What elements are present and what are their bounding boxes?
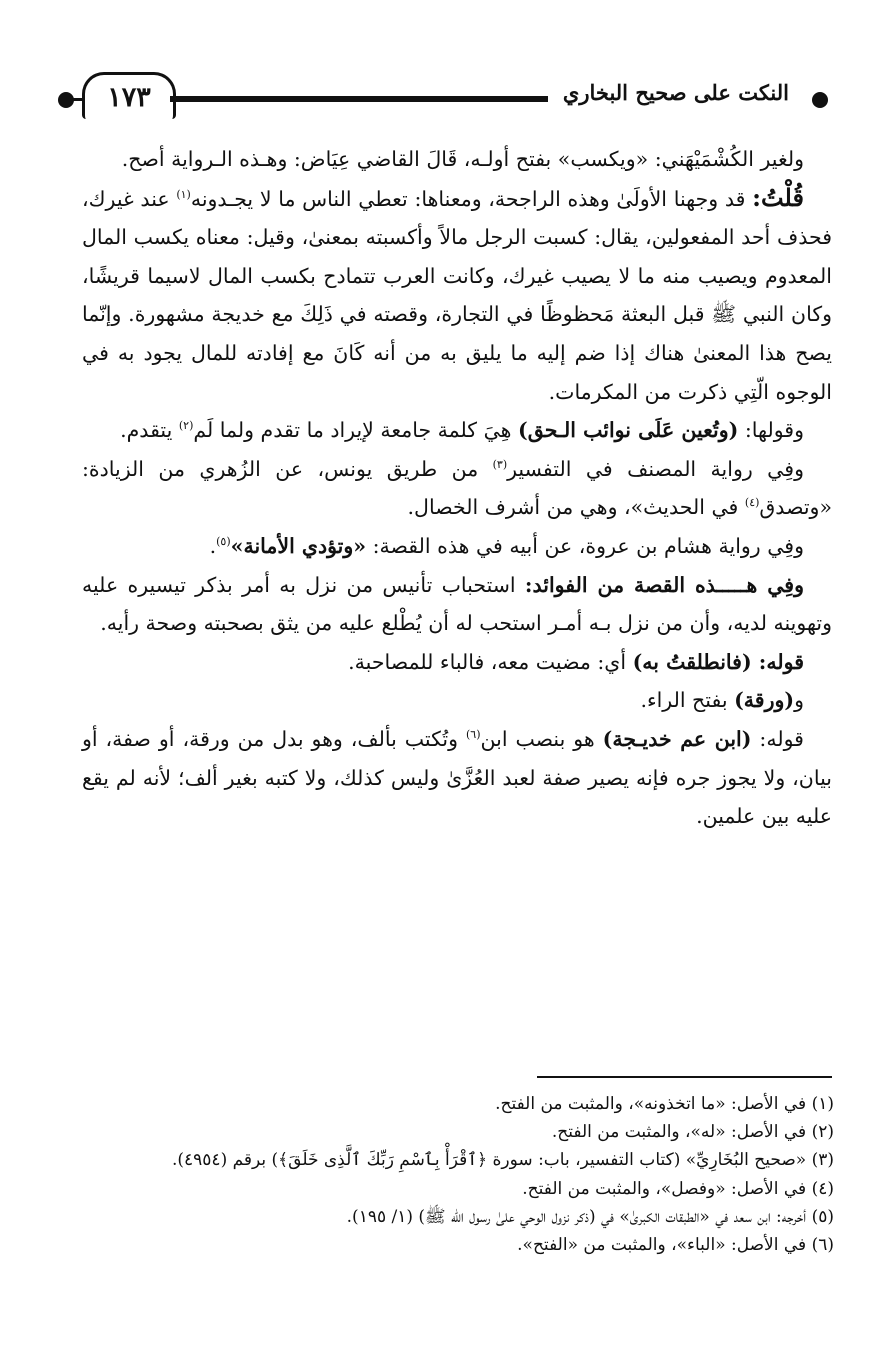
paragraph xyxy=(82,527,832,566)
quoted-phrase: (وتُعين عَلَى نوائب الـحق) xyxy=(518,418,739,443)
header-rule xyxy=(170,96,548,102)
paragraph-text: قوله: xyxy=(759,726,804,751)
footnote: (١) في الأصل: «ما اتخذونه»، والمثبت من الفتح. xyxy=(495,1094,834,1114)
header-ornament-right xyxy=(812,92,828,108)
paragraph-text: هو بنصب ابن xyxy=(480,726,595,751)
paragraph-text: في الحديث»، وهي من أشرف الخصال. xyxy=(407,495,739,520)
footnote-ref: (٦) xyxy=(466,728,481,742)
paragraph-text: من طريق يونس، عن الزُهري من الزيادة: «وتصدق xyxy=(82,456,832,520)
footnote: (٦) في الأصل: «الباء»، والمثبت من «الفتح». xyxy=(517,1235,834,1256)
footnote-ref: (٣) xyxy=(492,457,508,471)
paragraph-text: و xyxy=(794,688,804,713)
paragraph-lead: قُلْتُ: xyxy=(752,182,804,212)
paragraph-text: وقولها: xyxy=(744,418,804,443)
paragraph-lead: قوله: (فانطلقتُ به) xyxy=(632,649,804,674)
paragraph-text: هِيَ كلمة جامعة لإيراد ما تقدم ولما لَم xyxy=(193,418,512,443)
main-text xyxy=(82,140,832,836)
paragraph-text: يتقدم. xyxy=(120,418,173,443)
page-number: ١٧٣ xyxy=(82,72,176,119)
quoted-phrase: «وتؤدي الأمانة» xyxy=(230,533,367,558)
paragraph-text: استحباب تأنيس من نزل به أمر بذكر تيسيره عليه وتهوينه لديه، وأن من نزل بـه أمـر استحب له أن يُطْلع عليه من يثق بصحبته وصحة رأيه. xyxy=(82,572,832,636)
paragraph xyxy=(82,140,832,179)
footnote-ref: (٤) xyxy=(744,496,760,510)
paragraph xyxy=(82,450,832,527)
paragraph-text: وفِي رواية هشام بن عروة، عن أبيه في هذه القصة: xyxy=(372,533,804,558)
paragraph-text: ولغير الكُشْمَيْهَني: «ويكسب» بفتح أولـه، قَالَ القاضي عِيَاض: وهـذه الـرواية أصح. xyxy=(121,147,804,171)
paragraph-text: أي: مضيت معه، فالباء للمصاحبة. xyxy=(348,649,627,674)
paragraph-text: . xyxy=(209,533,217,558)
quoted-phrase: (ابن عم خديـجة) xyxy=(602,726,752,751)
paragraph xyxy=(82,643,832,682)
paragraph xyxy=(82,566,832,643)
footnote: (٤) في الأصل: «وفصل»، والمثبت من الفتح. xyxy=(522,1178,834,1199)
footnote: (٣) «صحيح البُخَارِيِّ» (كتاب التفسير، باب: سورة ﴿ٱقْرَأْ بِٱسْمِ رَبِّكَ ٱلَّذِى خَلَقَ﴾) برقم (٤٩٥٤). xyxy=(171,1150,834,1171)
footnotes xyxy=(120,1090,834,1259)
paragraph-text: وتُكتب بألف، وهو بدل من ورقة، أو صفة، أو بيان، ولا يجوز جره فإنه يصير صفة لعبد العُزَّىٰ وليس كذلك، ولا كتبه بغير ألف؛ لأنه لم يقع عليه بين علمين. xyxy=(82,726,832,829)
paragraph-text: قد وجهنا الأولَىٰ وهذه الراجحة، ومعناها: تعطي الناس ما لا يجـدونه xyxy=(190,186,746,211)
paragraph-text: وفِي رواية المصنف في التفسير xyxy=(507,456,804,481)
footnote-separator xyxy=(537,1076,832,1078)
paragraph-lead: وفِي هـــــذه القصة من الفوائد: xyxy=(524,572,804,597)
footnote-ref: (١) xyxy=(176,187,191,201)
running-title: النكت على صحيح البخاري xyxy=(562,80,789,105)
paragraph xyxy=(82,179,832,412)
footnote: (٢) في الأصل: «له»، والمثبت من الفتح. xyxy=(551,1122,834,1143)
paragraph xyxy=(82,720,832,836)
footnote-ref: (٥) xyxy=(216,535,231,549)
paragraph xyxy=(82,411,832,450)
quoted-phrase: (ورقة) xyxy=(734,688,795,713)
footnote-ref: (٢) xyxy=(178,419,194,433)
paragraph-text: بفتح الراء. xyxy=(640,688,728,713)
paragraph-text: عند غيرك، فحذف أحد المفعولين، يقال: كسبت الرجل مالاً وأكسبته بمعنىٰ، وقيل: معناه يكسب المال المعدوم ويصيب منه ما لا يصيب غيرك، وكانت العرب تتمادح بكسب المال لاسيما قريشًا، وكان النبي ﷺ قبل البعثة مَحظوظًا في التجارة، وقصته في ذَلِكَ مع خديجة مشهورة. وإنّما يصح هذا المعنىٰ هناك إذا ضم إليه ما يليق به من أنه كَانَ مع إفادته للمال يجود به في الوجوه الّتِي ذكرت من المكرمات. xyxy=(82,186,832,404)
paragraph xyxy=(82,681,832,720)
footnote: (٥) أخرجه: ابن سعد في «الطبقات الكبرىٰ» في (ذكر نزول الوحي علىٰ رسول الله ﷺ) (١/ ١٩٥). xyxy=(346,1206,834,1227)
